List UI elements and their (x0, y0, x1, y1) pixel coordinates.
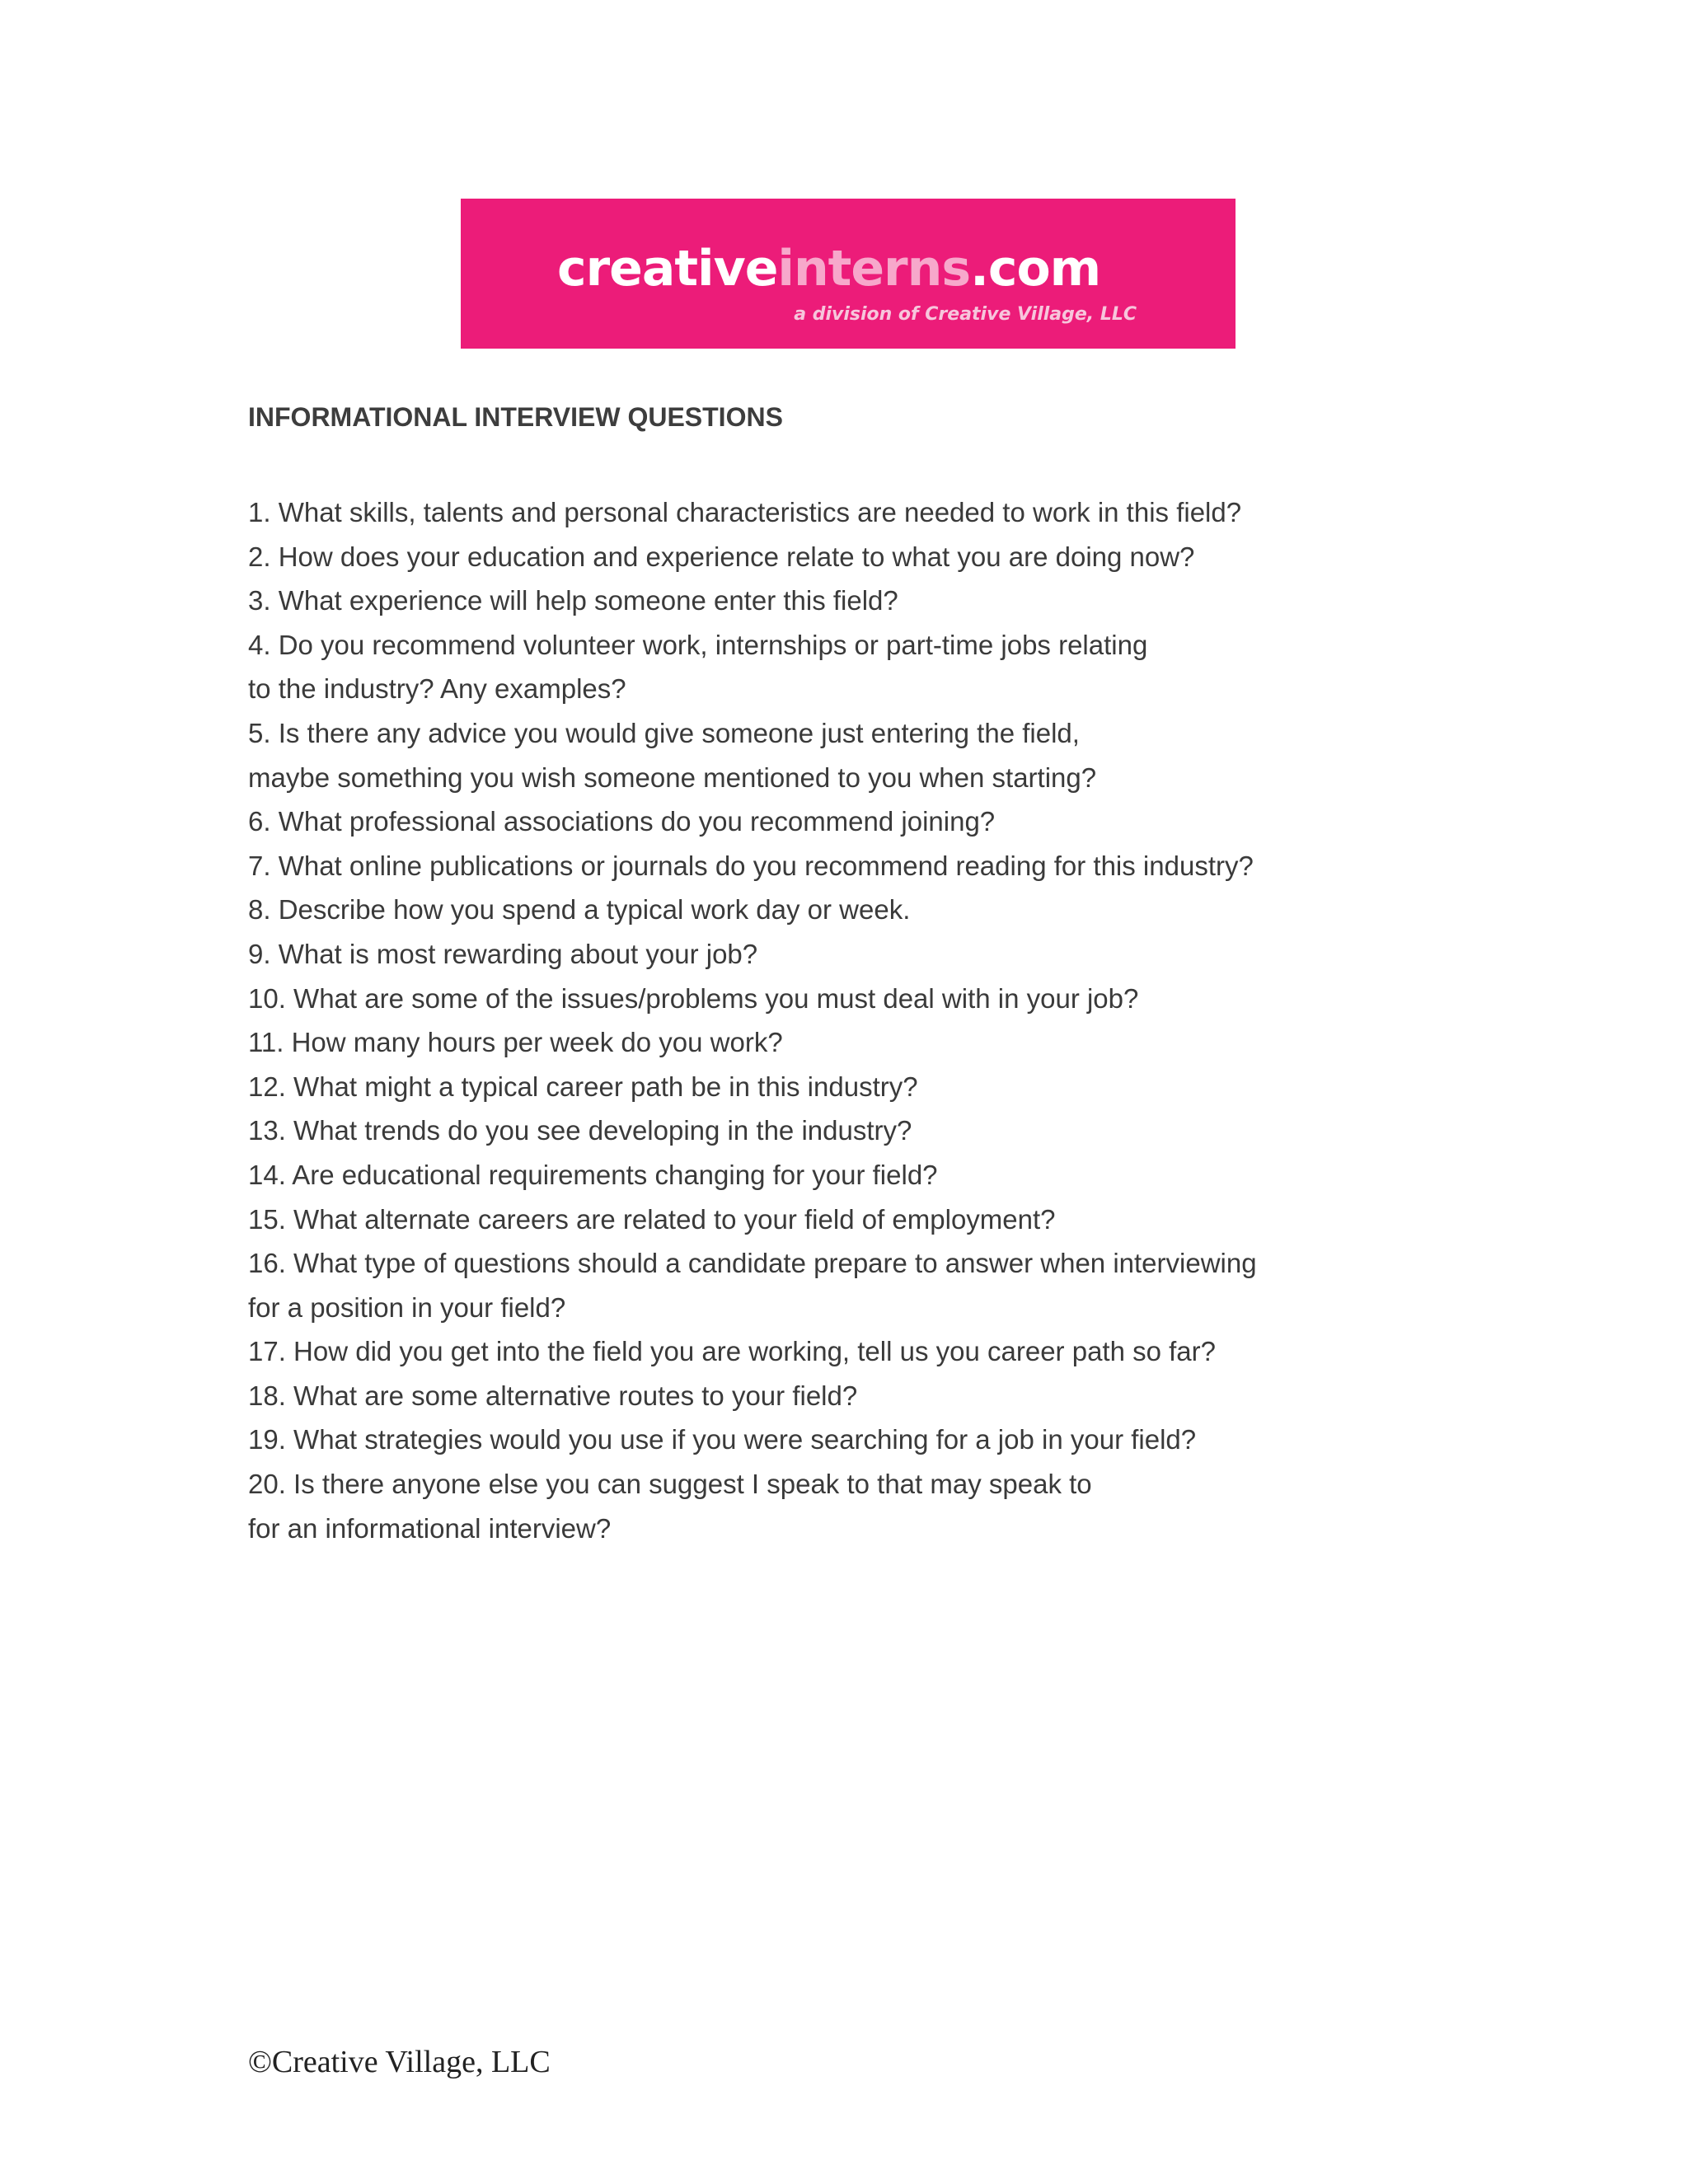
question-line: 1. What skills, talents and personal characteristics are needed to work in this field? (248, 497, 1242, 527)
question-line: 16. What type of questions should a candidate prepare to answer when interviewing (248, 1248, 1257, 1279)
question-line: 13. What trends do you see developing in the industry? (248, 1115, 912, 1146)
copyright-notice: ©Creative Village, LLC (248, 2045, 551, 2079)
logo-tagline: a division of Creative Village, LLC (794, 304, 1137, 325)
question-list (248, 490, 1567, 1550)
question-line: 11. How many hours per week do you work? (248, 1027, 783, 1058)
logo-wordmark-part: creative (557, 240, 778, 298)
document-title: INFORMATIONAL INTERVIEW QUESTIONS (248, 402, 783, 432)
question-line: 6. What professional associations do you recommend joining? (248, 806, 996, 837)
logo-wordmark-accent: interns (777, 240, 971, 298)
question-line: 18. What are some alternative routes to your field? (248, 1380, 858, 1411)
logo-wordmark (557, 240, 1101, 298)
question-line: 15. What alternate careers are related to your field of employment? (248, 1203, 1056, 1235)
question-line: 8. Describe how you spend a typical work day or week. (248, 894, 911, 926)
question-line: 2. How does your education and experience relate to what you are doing now? (248, 541, 1195, 572)
logo-banner (461, 199, 1236, 349)
question-line: 4. Do you recommend volunteer work, internships or part-time jobs relating (248, 629, 1148, 660)
question-line: 14. Are educational requirements changing for your field? (248, 1159, 938, 1190)
question-line: for a position in your field? (248, 1291, 566, 1323)
question-line: 10. What are some of the issues/problems you must deal with in your job? (248, 982, 1139, 1014)
question-line: 3. What experience will help someone enter this field? (248, 585, 898, 616)
question-line: 7. What online publications or journals do you recommend reading for this industry? (248, 850, 1254, 881)
question-line: 9. What is most rewarding about your job? (248, 938, 758, 969)
logo-wordmark-domain: .com (970, 240, 1101, 298)
question-line: 20. Is there anyone else you can suggest I speak to that may speak to (248, 1469, 1092, 1500)
question-line: 12. What might a typical career path be in this industry? (248, 1071, 918, 1102)
question-line: 19. What strategies would you use if you were searching for a job in your field? (248, 1424, 1197, 1455)
question-line: 5. Is there any advice you would give someone just entering the field, (248, 717, 1080, 748)
question-line: for an informational interview? (248, 1512, 612, 1544)
question-line: to the industry? Any examples? (248, 673, 626, 705)
question-line: maybe something you wish someone mentioned to you when starting? (248, 762, 1097, 793)
question-line: 17. How did you get into the field you are working, tell us you career path so far? (248, 1336, 1216, 1367)
